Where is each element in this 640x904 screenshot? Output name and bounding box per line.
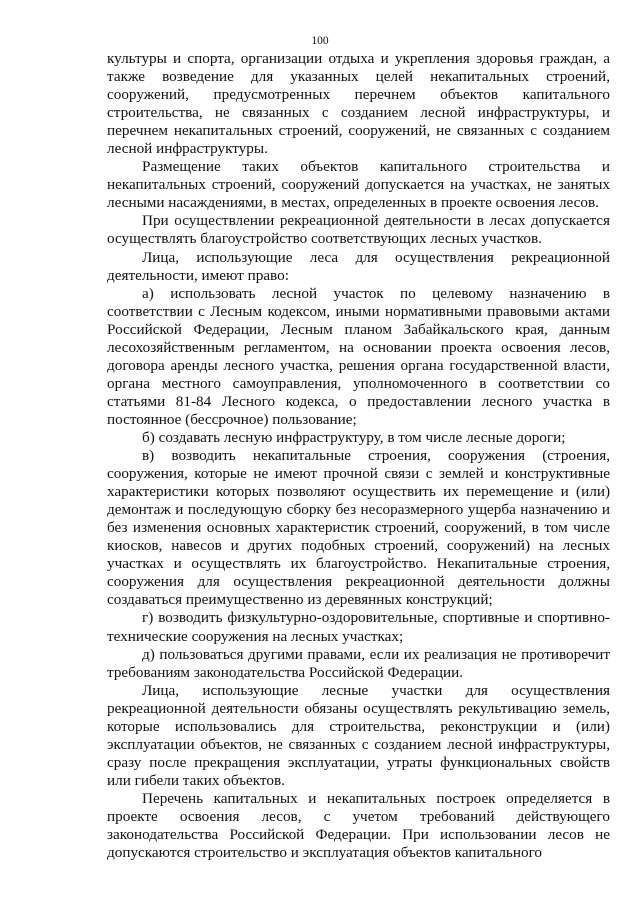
paragraph-improvement: При осуществлении рекреационной деятельности в лесах допускается осуществлять благоустройство соответствующих лесных участков. — [107, 212, 610, 248]
list-item-d: д) пользоваться другими правами, если их реализация не противоречит требованиям законодательства Российской Федерации. — [107, 645, 610, 681]
paragraph-recultivation: Лица, использующие лесные участки для осуществления рекреационной деятельности обязаны осуществлять рекультивацию земель, которые использовались для строительства, реконструкции и (или) эксплуатации объектов, не связанных с созданием лесной инфраструктуры, сразу после прекращения эксплуатации, утраты функциональных свойств или гибели таких объектов. — [107, 681, 610, 789]
paragraph-placement: Размещение таких объектов капитального строительства и некапитальных строений, сооружений допускается на участках, не занятых лесными насаждениями, в местах, определенных в проекте освоения лесов. — [107, 158, 610, 212]
paragraph-rights-intro: Лица, использующие леса для осуществления рекреационной деятельности, имеют право: — [107, 248, 610, 284]
page-number: 100 — [311, 35, 329, 47]
paragraph-buildings-list: Перечень капитальных и некапитальных построек определяется в проекте освоения лесов, с учетом требований действующего законодательства Российской Федерации. При использовании лесов не допускаются строительство и эксплуатация объектов капитального — [107, 789, 610, 862]
list-item-a: а) использовать лесной участок по целевому назначению в соответствии с Лесным кодексом, иными нормативными правовыми актами Российской Федерации, Лесным планом Забайкальского края, данным лесохозяйственным регламентом, на основании проекта освоения лесов, договора аренды лесного участка, решения органа государственной власти, органа местного самоуправления, уполномоченного в соответствии со статьями 81-84 Лесного кодекса, о предоставлении лесного участка в постоянное (бессрочное) пользование; — [107, 284, 610, 428]
document-body — [107, 50, 610, 862]
list-item-v: в) возводить некапитальные строения, сооружения (строения, сооружения, которые не имеют прочной связи с землей и конструктивные характеристики которых позволяют осуществить их перемещение и (или) демонтаж и последующую сборку без несоразмерного ущерба назначению и без изменения основных характеристик строений, сооружений, в том числе киосков, навесов и других подобных строений, сооружений) на лесных участках и осуществлять их благоустройство. Некапитальные строения, сооружения для осуществления рекреационной деятельности должны создаваться преимущественно из деревянных конструкций; — [107, 447, 610, 609]
paragraph-continuation: культуры и спорта, организации отдыха и укрепления здоровья граждан, а также возведение для указанных целей некапитальных строений, сооружений, предусмотренных перечнем объектов капитального строительства, не связанных с созданием лесной инфраструктуры, и перечнем некапитальных строений, сооружений, не связанных с созданием лесной инфраструктуры. — [107, 50, 610, 158]
list-item-g: г) возводить физкультурно-оздоровительные, спортивные и спортивно-технические сооружения на лесных участках; — [107, 609, 610, 645]
list-item-b: б) создавать лесную инфраструктуру, в том числе лесные дороги; — [142, 428, 566, 446]
